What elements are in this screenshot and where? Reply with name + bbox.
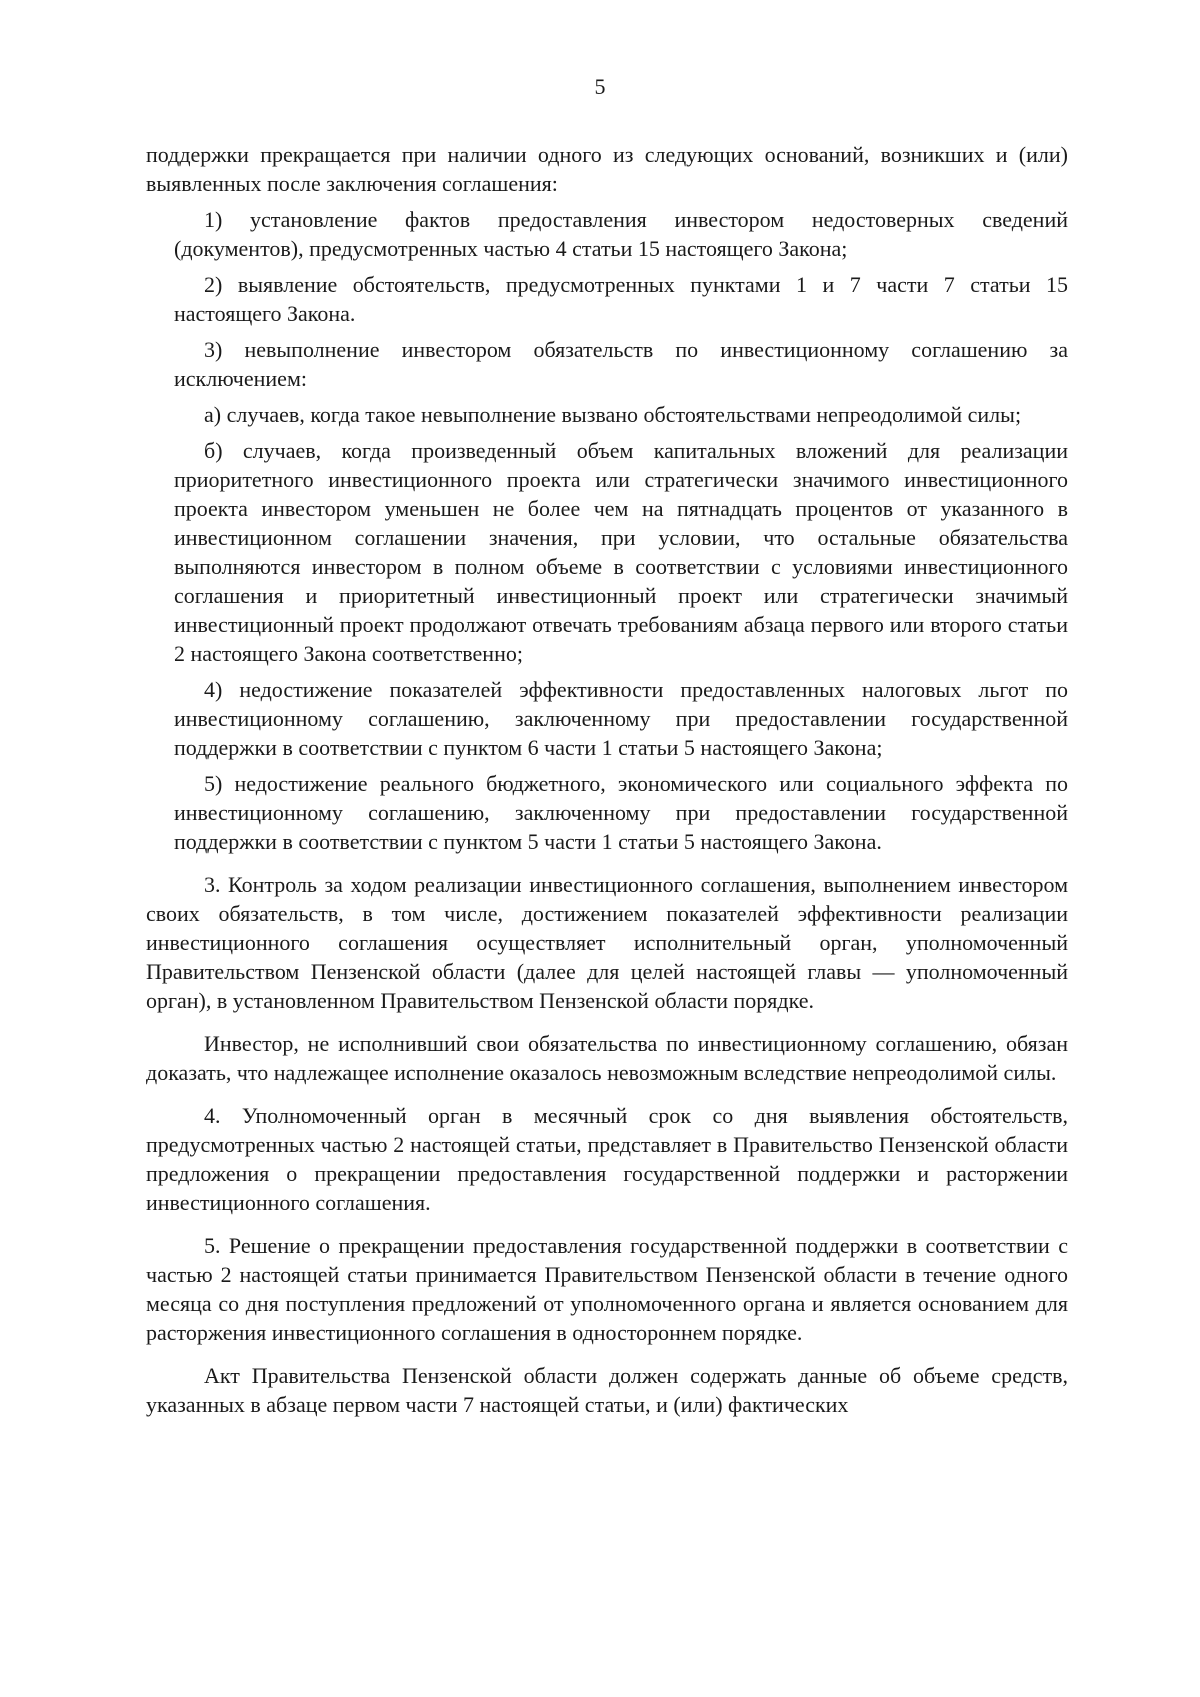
list-item-4: 4) недостижение показателей эффективности предоставленных налоговых льгот по инвестиционному соглашению, заключенному при предоставлении государственной поддержки в соответствии с пунктом 6 части 1 статьи 5 настоящего Закона; [174,677,1068,760]
paragraph-continuation: поддержки прекращается при наличии одного из следующих оснований, возникших и (или) выявленных после заключения соглашения: [146,142,1068,196]
paragraph-part-3: 3. Контроль за ходом реализации инвестиционного соглашения, выполнением инвестором своих обязательств, в том числе, достижением показателей эффективности реализации инвестиционного соглашения осуществляет исполнительный орган, уполномоченный Правительством Пензенской области (далее для целей настоящей главы — уполномоченный орган), в установленном Правительством Пензенской области порядке. [146,872,1068,1013]
document-body [146,140,1068,1426]
paragraph-government-act: Акт Правительства Пензенской области должен содержать данные об объеме средств, указанных в абзаце первом части 7 настоящей статьи, и (или) фактических [146,1363,1068,1417]
list-item-2: 2) выявление обстоятельств, предусмотренных пунктами 1 и 7 части 7 статьи 15 настоящего Закона. [174,272,1068,326]
list-subitem-a: а) случаев, когда такое невыполнение вызвано обстоятельствами непреодолимой силы; [204,402,1022,427]
paragraph-part-4: 4. Уполномоченный орган в месячный срок со дня выявления обстоятельств, предусмотренных частью 2 настоящей статьи, представляет в Правительство Пензенской области предложения о прекращении предоставления государственной поддержки и расторжении инвестиционного соглашения. [146,1103,1068,1215]
list-item-5: 5) недостижение реального бюджетного, экономического или социального эффекта по инвестиционному соглашению, заключенному при предоставлении государственной поддержки в соответствии с пунктом 5 части 1 статьи 5 настоящего Закона. [174,771,1068,854]
list-subitem-b: б) случаев, когда произведенный объем капитальных вложений для реализации приоритетного инвестиционного проекта или стратегически значимого инвестиционного проекта инвестором уменьшен не более чем на пятнадцать процентов от указанного в инвестиционном соглашении значения, при условии, что остальные обязательства выполняются инвестором в полном объеме в соответствии с условиями инвестиционного соглашения и приоритетный инвестиционный проект или стратегически значимый инвестиционный проект продолжают отвечать требованиям абзаца первого или второго статьи 2 настоящего Закона соответственно; [174,438,1068,666]
paragraph-investor-obligation: Инвестор, не исполнивший свои обязательства по инвестиционному соглашению, обязан доказать, что надлежащее исполнение оказалось невозможным вследствие непреодолимой силы. [146,1031,1068,1085]
paragraph-part-5: 5. Решение о прекращении предоставления государственной поддержки в соответствии с частью 2 настоящей статьи принимается Правительством Пензенской области в течение одного месяца со дня поступления предложений от уполномоченного органа и является основанием для расторжения инвестиционного соглашения в одностороннем порядке. [146,1233,1068,1345]
list-item-1: 1) установление фактов предоставления инвестором недостоверных сведений (документов), предусмотренных частью 4 статьи 15 настоящего Закона; [174,207,1068,261]
list-item-3: 3) невыполнение инвестором обязательств по инвестиционному соглашению за исключением: [174,337,1068,391]
page-number: 5 [594,74,606,99]
